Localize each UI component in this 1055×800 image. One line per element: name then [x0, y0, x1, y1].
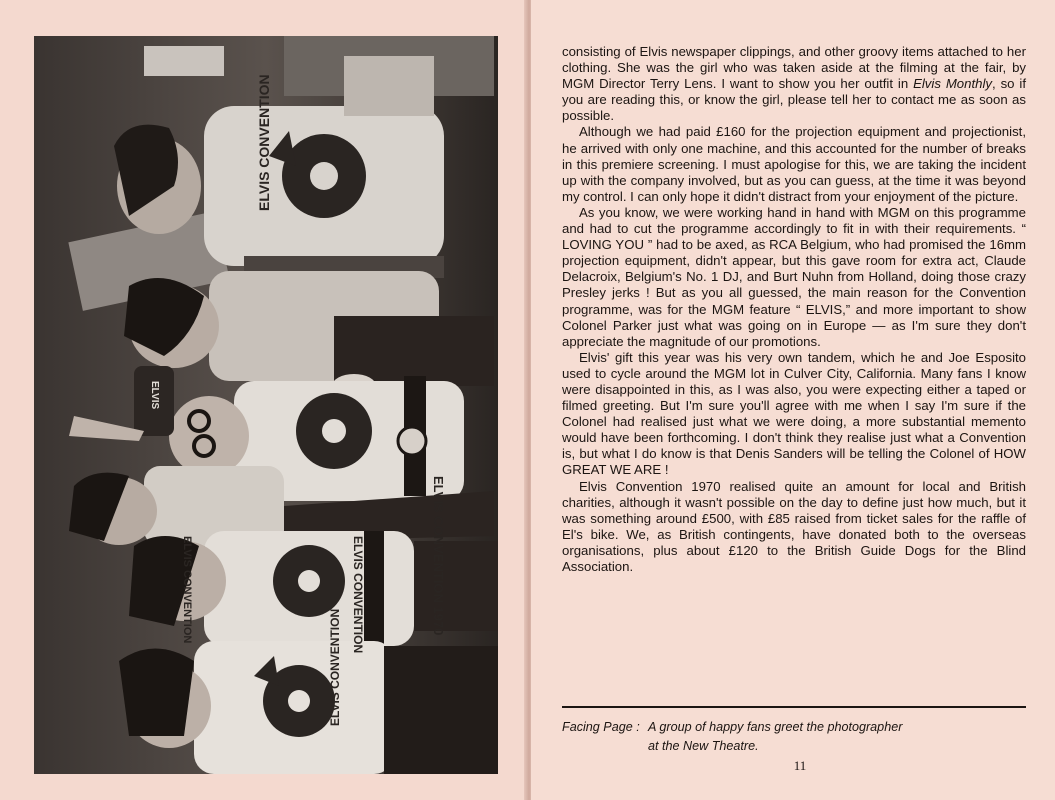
- photo-caption: [562, 706, 1026, 756]
- caption-label: Facing Page :: [562, 720, 640, 734]
- hat-text: ELVIS: [149, 381, 160, 410]
- article-paragraph-3: As you know, we were working hand in hand with MGM on this programme and had to cut the programme accordingly to fit in with their requirements. “ LOVING YOU ” had to be axed, as RCA Belgium, who had promised the 16mm projection equipment, didn't appear, but this gave room for extra act, Claude Delacroix, Belgium's No. 1 DJ, and Burt Nuhn from Holland, doing those crazy Presley jerks ! But as you all guessed, the main reason for the Convention programme, was for the MGM feature “ ELVIS,” and more important to show Colonel Parker just what was going on in Europe — as I'm sure they don't appreciate the magnitude of our promotions.: [562, 204, 1026, 349]
- photo-illustration: [34, 36, 498, 774]
- shirt-text-1: ELVIS CONVENTION: [256, 74, 272, 211]
- article-paragraph-4: Elvis' gift this year was his very own tandem, which he and Joe Esposito used to cycle around the MGM lot in Culver City, California. Many fans I know were disappointed in this, as I was also, you were expecting either a taped or filmed greeting. But I'm sure you'll agree with me when I say I'm sure if the Colonel had realised just what we were doing, a more substantial memento would have been forthcoming. I don't think they realise just what a Convention is, but what I do know is that Denis Sanders will be telling the Colonel of HOW GREAT WE ARE !: [562, 349, 1026, 478]
- caption-line-2: at the New Theatre.: [648, 739, 759, 753]
- fans-group-photo: [34, 36, 498, 774]
- article-body: [562, 44, 1026, 575]
- article-paragraph-5: Elvis Convention 1970 realised quite an amount for local and British charities, although it wasn't possible on the day to define just how much, but it was something around £500, with £85 raised from ticket sales for the raffle of El's bike. We, as British contingents, have donated both to the overseas organisations, plus about £120 to the British Guide Dogs for the Blind Association.: [562, 478, 1026, 574]
- article-paragraph-2: Although we had paid £160 for the projection equipment and projectionist, he arrived with only one machine, and this accounted for the number of breaks in this premiere screening. I must apologise for this, we are taking the incident up with the company involved, but as you can guess, at the time it was beyond my control. I can only hope it didn't distract from your enjoyment of the picture.: [562, 124, 1026, 204]
- article-paragraph-1: consisting of Elvis newspaper clippings, and other groovy items attached to her clothing. She was the girl who was taken aside at the filming at the fair, by MGM Director Terry Lens. I want to show you her outfit in Elvis Monthly, so if you are reading this, or know the girl, please tell her to contact me as soon as possible.: [562, 44, 1027, 124]
- shirt-text-6: ELVIS CONVENTION: [328, 608, 342, 726]
- shirt-text-4: ELVIS CONVENTION: [181, 536, 193, 644]
- caption-line-1: A group of happy fans greet the photographer: [648, 720, 903, 734]
- shirt-text-5: ELVIS CONVENTION: [351, 536, 365, 654]
- shirt-text-3: ELVIS CONVENTION 1970: [431, 476, 446, 636]
- page-number: 11: [793, 758, 807, 773]
